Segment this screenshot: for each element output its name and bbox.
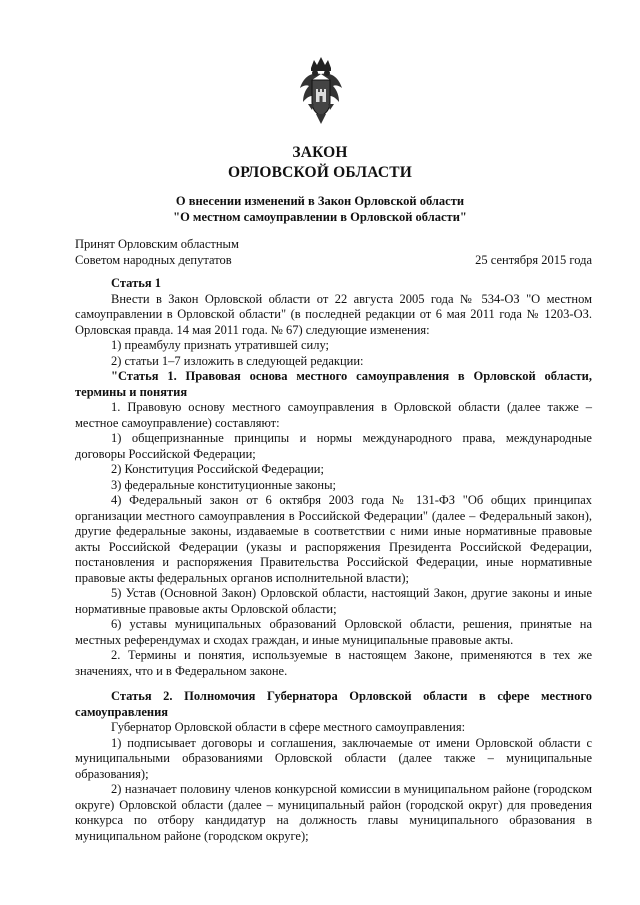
article1-p2: 2. Термины и понятия, используемые в настоящем Законе, применяются в тех же значениях, что и в Федеральном законе. — [75, 648, 592, 678]
law-title: ЗАКОН — [292, 144, 348, 161]
article1-p1-6: 6) уставы муниципальных образований Орловской области, решения, принятые на местных референдумах и сходах граждан, и иные муниципальные правовые акты. — [75, 617, 592, 647]
coat-of-arms-icon — [298, 54, 344, 128]
article1-p1-4: 4) Федеральный закон от 6 октября 2003 года № 131-ФЗ "Об общих принципах организации местного самоуправления в Российской Федерации" (далее – Федеральный закон), другие федеральные законы, издаваемые в соответствии с ними иные нормативные правовые акты Российской Федерации (указы и распоряжения Президента Российской Федерации, постановления и распоряжения Правительства Российской Федерации, иные нормативные правовые акты федеральных органов исполнительной власти); — [75, 493, 592, 585]
article1-intro: Внести в Закон Орловской области от 22 августа 2005 года № 534-ОЗ "О местном самоуправлении в Орловской области" (в последней редакции от 6 мая 2011 года № 1203-ОЗ. Орловская правда. 14 мая 2011 года. № 67) следующие изменения: — [75, 291, 592, 337]
law-subtitle-line1: О внесении изменений в Закон Орловской области — [175, 194, 465, 208]
article1-heading: Статья 1 — [111, 276, 161, 290]
adoption-authority — [75, 236, 239, 268]
article1-p1-1: 1) общепризнанные принципы и нормы международного права, международные договоры Российской Федерации; — [75, 431, 592, 461]
article1-p1-3: 3) федеральные конституционные законы; — [111, 477, 336, 492]
article2-intro: Губернатор Орловской области в сфере местного самоуправления: — [111, 720, 466, 734]
article2-heading: Статья 2. Полномочия Губернатора Орловской области в сфере местного самоуправления — [75, 689, 592, 719]
law-subtitle-line2: "О местном самоуправлении в Орловской области" — [173, 210, 467, 224]
article2-item2: 2) назначает половину членов конкурсной комиссии в муниципальном районе (городском округе) Орловской области (далее – муниципальный район (городской округ) для проведения конкурса по отбору кандидатур на должность главы муниципального образования в муниципальном районе (городском округе); — [75, 782, 592, 843]
adoption-date: 25 сентября 2015 года — [475, 253, 592, 267]
region-title: ОРЛОВСКОЙ ОБЛАСТИ — [227, 164, 413, 181]
law-body — [75, 276, 592, 844]
article1-item2: 2) статьи 1–7 изложить в следующей редакции: — [111, 353, 364, 368]
article2-item1: 1) подписывает договоры и соглашения, заключаемые от имени Орловской области с муниципальными образованиями Орловской области (далее также – муниципальные образования); — [75, 735, 592, 781]
new-article1-heading: "Статья 1. Правовая основа местного самоуправления в Орловской области, термины и понятия — [75, 369, 592, 399]
article1-item1: 1) преамбулу признать утратившей силу; — [111, 338, 330, 352]
article1-p1: 1. Правовую основу местного самоуправления в Орловской области (далее также – местное самоуправление) составляют: — [75, 400, 592, 430]
adoption-line2: Советом народных депутатов — [75, 253, 232, 267]
article1-p1-5: 5) Устав (Основной Закон) Орловской области, настоящий Закон, другие законы и иные нормативные правовые акты Орловской области; — [75, 586, 592, 616]
adoption-line1: Принят Орловским областным — [75, 237, 239, 251]
article1-p1-2: 2) Конституция Российской Федерации; — [111, 462, 324, 476]
